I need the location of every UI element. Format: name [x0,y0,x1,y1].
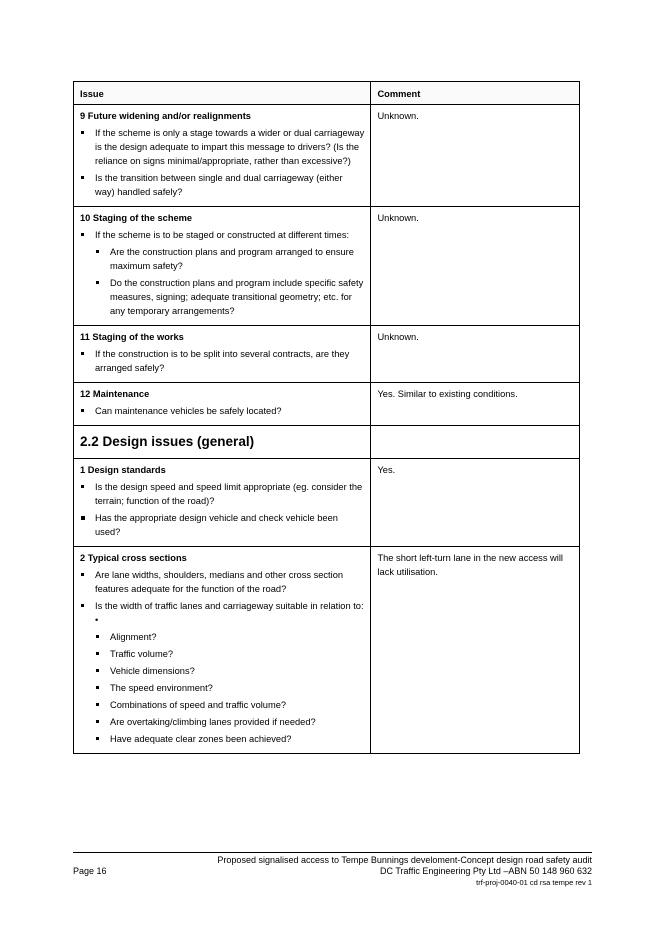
section-title: 1 Design standards [80,465,166,475]
table-header-row [74,82,580,105]
issue-cell [74,105,371,207]
list-item: If the scheme is only a stage towards a wider or dual carriageway is the design adequate to impart this message to drivers? (Is the reliance on signs minimal/appropriate, rather than excessive?) [80,126,364,168]
list-item: Combinations of speed and traffic volume? [80,698,364,712]
section-title: 12 Maintenance [80,389,150,399]
comment-cell: Yes. [371,459,580,547]
comment-column-header: Comment [371,82,580,105]
footer-document-ref: trf-proj-0040-01 cd rsa tempe rev 1 [476,878,592,887]
list-item: The speed environment? [80,681,364,695]
table-row [74,383,580,426]
section-title: 9 Future widening and/or realignments [80,111,251,121]
list-item: Is the width of traffic lanes and carriageway suitable in relation to: • [80,599,364,627]
list-item: Are the construction plans and program arranged to ensure maximum safety? [80,245,364,273]
issue-cell [74,547,371,754]
footer-info [217,855,592,888]
table-row [74,105,580,207]
list-item: Have adequate clear zones been achieved? [80,732,364,746]
list-item: Vehicle dimensions? [80,664,364,678]
issue-cell [74,207,371,326]
footer-document-title: Proposed signalised access to Tempe Bunnings develoment-Concept design road safety audit [217,855,592,865]
list-item: If the scheme is to be staged or constructed at different times: [80,228,364,242]
footer-company: DC Traffic Engineering Pty Ltd –ABN 50 148 960 632 [380,866,592,876]
page-number: Page 16 [73,866,107,876]
list-item: Traffic volume? [80,647,364,661]
list-item: Has the appropriate design vehicle and check vehicle been used? [80,511,364,539]
comment-cell: The short left-turn lane in the new access will lack utilisation. [371,547,580,754]
heading-row [74,426,580,459]
comment-cell [371,426,580,459]
list-item: Are lane widths, shoulders, medians and other cross section features adequate for the function of the road? [80,568,364,596]
comment-cell: Unknown. [371,326,580,383]
comment-cell: Unknown. [371,105,580,207]
list-item: If the construction is to be split into several contracts, are they arranged safely? [80,347,364,375]
audit-table [73,81,580,754]
issue-column-header: Issue [74,82,371,105]
table-row [74,547,580,754]
comment-cell: Yes. Similar to existing conditions. [371,383,580,426]
list-item: Alignment? [80,630,364,644]
list-item: Is the transition between single and dual carriageway (either way) handled safely? [80,171,364,199]
list-item: Is the design speed and speed limit appropriate (eg. consider the terrain; function of the road)? [80,480,364,508]
footer-divider [73,852,592,853]
issue-cell [74,459,371,547]
section-title: 10 Staging of the scheme [80,213,193,223]
issue-cell [74,383,371,426]
list-item: Are overtaking/climbing lanes provided if needed? [80,715,364,729]
section-title: 2 Typical cross sections [80,553,187,563]
issue-cell [74,326,371,383]
list-item: Can maintenance vehicles be safely located? [80,404,364,418]
section-heading: 2.2 Design issues (general) [80,434,255,449]
issue-cell [74,426,371,459]
table-row [74,326,580,383]
list-item: Do the construction plans and program include specific safety measures, signing; adequate transitional geometry; etc. for any temporary arrangements? [80,276,364,318]
table-row [74,207,580,326]
comment-cell: Unknown. [371,207,580,326]
table-row [74,459,580,547]
section-title: 11 Staging of the works [80,332,184,342]
